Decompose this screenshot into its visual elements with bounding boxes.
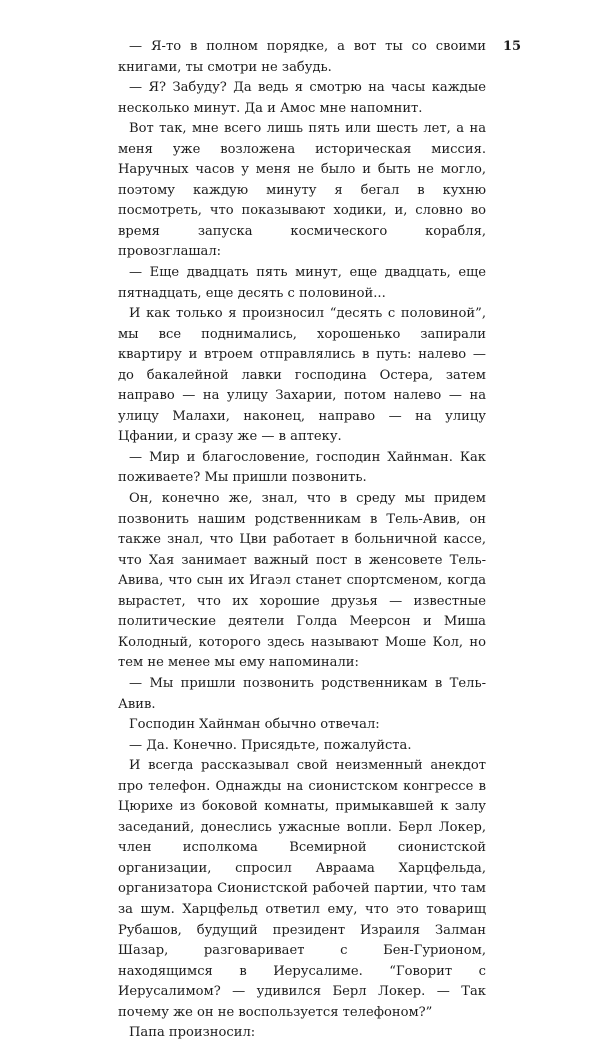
paragraph: — Мы пришли позвонить родственникам в Тель-Авив. [118,675,486,712]
paragraph: — Да. Конечно. Присядьте, пожалуйста. [129,737,412,753]
paragraph: Папа произносил: [129,1025,256,1041]
paragraph: Он, конечно же, знал, что в среду мы придем позвонить нашим родственникам в Тель-Авив, он также знал, что Цви работает в больничной кассе, что Хая занимает важный пост в женсовете Тель-Авива, что сын их Игаэл станет спортсменом, когда вырастет, что их хорошие друзья — известные политические деятели Голда Меерсон и Миша Колодный, которого здесь называют Моше Кол, но тем не менее мы ему напоминали: [118,491,486,671]
paragraph: Вот так, мне всего лишь пять или шесть лет, а на меня уже возложена историческая миссия. Наручных часов у меня не было и быть не могло, поэтому каждую минуту я бегал в кухню посмотреть, что показывают ходики, и, словно во время запуска космического корабля, провозглашал: [118,121,486,260]
paragraph: — Мир и благословение, господин Хайнман. Как поживаете? Мы пришли позвонить. [118,449,486,486]
paragraph: — Еще двадцать пять минут, еще двадцать, еще пятнадцать, еще десять с половиной... [118,265,486,301]
paragraph: И всегда рассказывал свой неизменный анекдот про телефон. Однажды на сионистском конгрессе в Цюрихе из боковой комнаты, примыкавшей к залу заседаний, донеслись ужасные вопли. Берл Локер, член исполкома Всемирной сионистской организации, спросил Авраама Харцфельда, организатора Сионистской рабочей партии, что там за шум. Харцфельд ответил ему, что это товарищ Рубашов, будущий президент Израиля Залман Шазар, разговаривает с Бен-Гурионом, находящимся в Иерусалиме. “Говорит с Иерусалимом? — удивился Берл Локер. — Так почему же он не воспользуется телефоном?” [118,758,486,1020]
paragraph: — Я? Забуду? Да ведь я смотрю на часы каждые несколько минут. Да и Амос мне напомнит. [118,80,486,116]
paragraph: — Я-то в полном порядке, а вот ты со своими книгами, ты смотри не забудь. [118,39,486,75]
paragraph: Господин Хайнман обычно отвечал: [129,717,380,733]
page-number: 15 [503,39,522,54]
body-text [118,37,486,1044]
paragraph: И как только я произносил “десять с половиной”, мы все поднимались, хорошенько запирали квартиру и втроем отправлялись в путь: налево — до бакалейной лавки господина Остера, затем направо — на улицу Захарии, потом налево — на улицу Малахи, наконец, направо — на улицу Цфании, и сразу же — в аптеку. [118,306,486,445]
